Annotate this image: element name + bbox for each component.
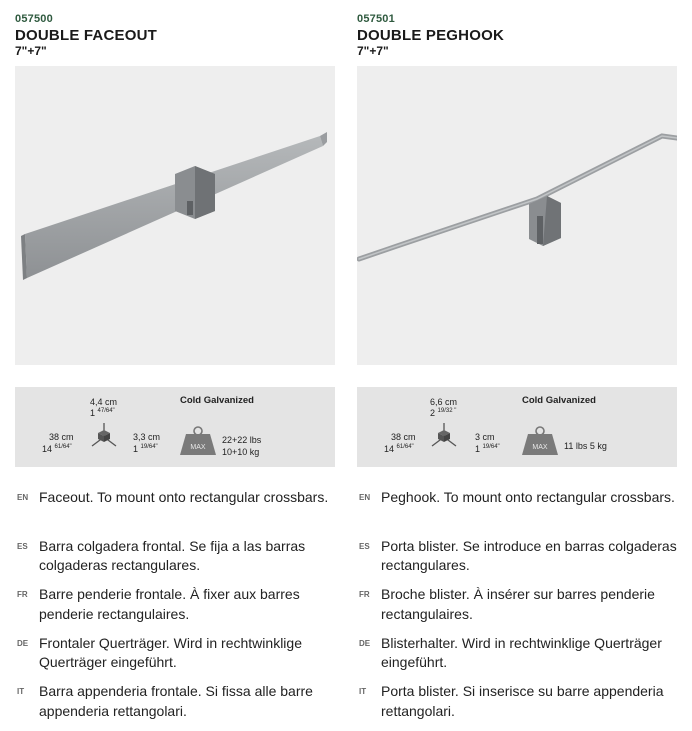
weight-max-icon [521, 425, 559, 457]
description-list-faceout [15, 488, 350, 731]
product-photo-faceout [15, 66, 335, 365]
description-row-it: IT Barra appenderia frontale. Si fissa alle barre appenderia rettangolari. [17, 683, 313, 719]
dim-depth-in: 1 $^{19/64"}$ [475, 444, 500, 454]
weight-capacity-line2: 10+10 kg [222, 447, 260, 457]
description-row-de: DE Blisterhalter. Wird in rechtwinklige Querträger eingeführt. [359, 634, 662, 670]
dimension-axes-icon [89, 419, 119, 451]
description-row-en: EN Faceout. To mount onto rectangular crossbars. [17, 489, 329, 505]
spec-panel-faceout [15, 387, 335, 467]
weight-capacity-line1: 11 lbs 5 kg [564, 441, 607, 451]
svg-text:MAX: MAX [190, 444, 206, 451]
product-title: DOUBLE PEGHOOK [357, 27, 504, 44]
dim-length-in: 14 $^{61/64"}$ [42, 444, 72, 454]
description-row-en: EN Peghook. To mount onto rectangular crossbars. [359, 489, 675, 505]
dim-length-cm: 38 cm [49, 432, 74, 442]
description-row-it: IT Porta blister. Si inserisce su barre appenderia rettangolari. [359, 683, 664, 719]
finish-label: Cold Galvanized [180, 395, 254, 406]
description-row-de: DE Frontaler Querträger. Wird in rechtwinklige Querträger eingeführt. [17, 634, 302, 670]
product-photo-peghook [357, 66, 677, 365]
product-card-peghook [357, 0, 692, 60]
finish-label: Cold Galvanized [522, 395, 596, 406]
description-row-fr: FR Barre penderie frontale. À fixer aux barres penderie rectangulaires. [17, 586, 300, 622]
dim-height-in: 1 $^{47/64"}$ [90, 408, 115, 418]
dim-depth-cm: 3 cm [475, 432, 495, 442]
product-code: 057501 [357, 13, 395, 25]
dim-length-in: 14 $^{61/64"}$ [384, 444, 414, 454]
dimension-axes-icon [429, 419, 459, 451]
product-code: 057500 [15, 13, 53, 25]
description-row-es: ES Porta blister. Se introduce en barras colgaderas rectangulares. [359, 537, 677, 573]
spec-panel-peghook [357, 387, 677, 467]
description-row-es: ES Barra colgadera frontal. Se fija a las barras colgaderas rectangulares. [17, 537, 306, 573]
product-title: DOUBLE FACEOUT [15, 27, 157, 44]
dim-height-cm: 4,4 cm [90, 397, 118, 407]
product-size: 7"+7" [15, 44, 47, 58]
weight-max-icon [179, 425, 217, 457]
dim-depth-in: 1 $^{19/64"}$ [133, 444, 158, 454]
product-card-faceout [15, 0, 350, 60]
dim-depth-cm: 3,3 cm [133, 432, 161, 442]
dim-length-cm: 38 cm [391, 432, 416, 442]
description-list-peghook [357, 488, 692, 731]
dim-height-cm: 6,6 cm [430, 397, 458, 407]
description-row-fr: FR Broche blister. À insérer sur barres penderie rectangulaires. [359, 586, 655, 622]
dim-height-in: 2 $^{19/32 "}$ [430, 408, 457, 418]
product-size: 7"+7" [357, 44, 389, 58]
svg-text:MAX: MAX [532, 444, 548, 451]
weight-capacity-line1: 22+22 lbs [222, 435, 262, 445]
